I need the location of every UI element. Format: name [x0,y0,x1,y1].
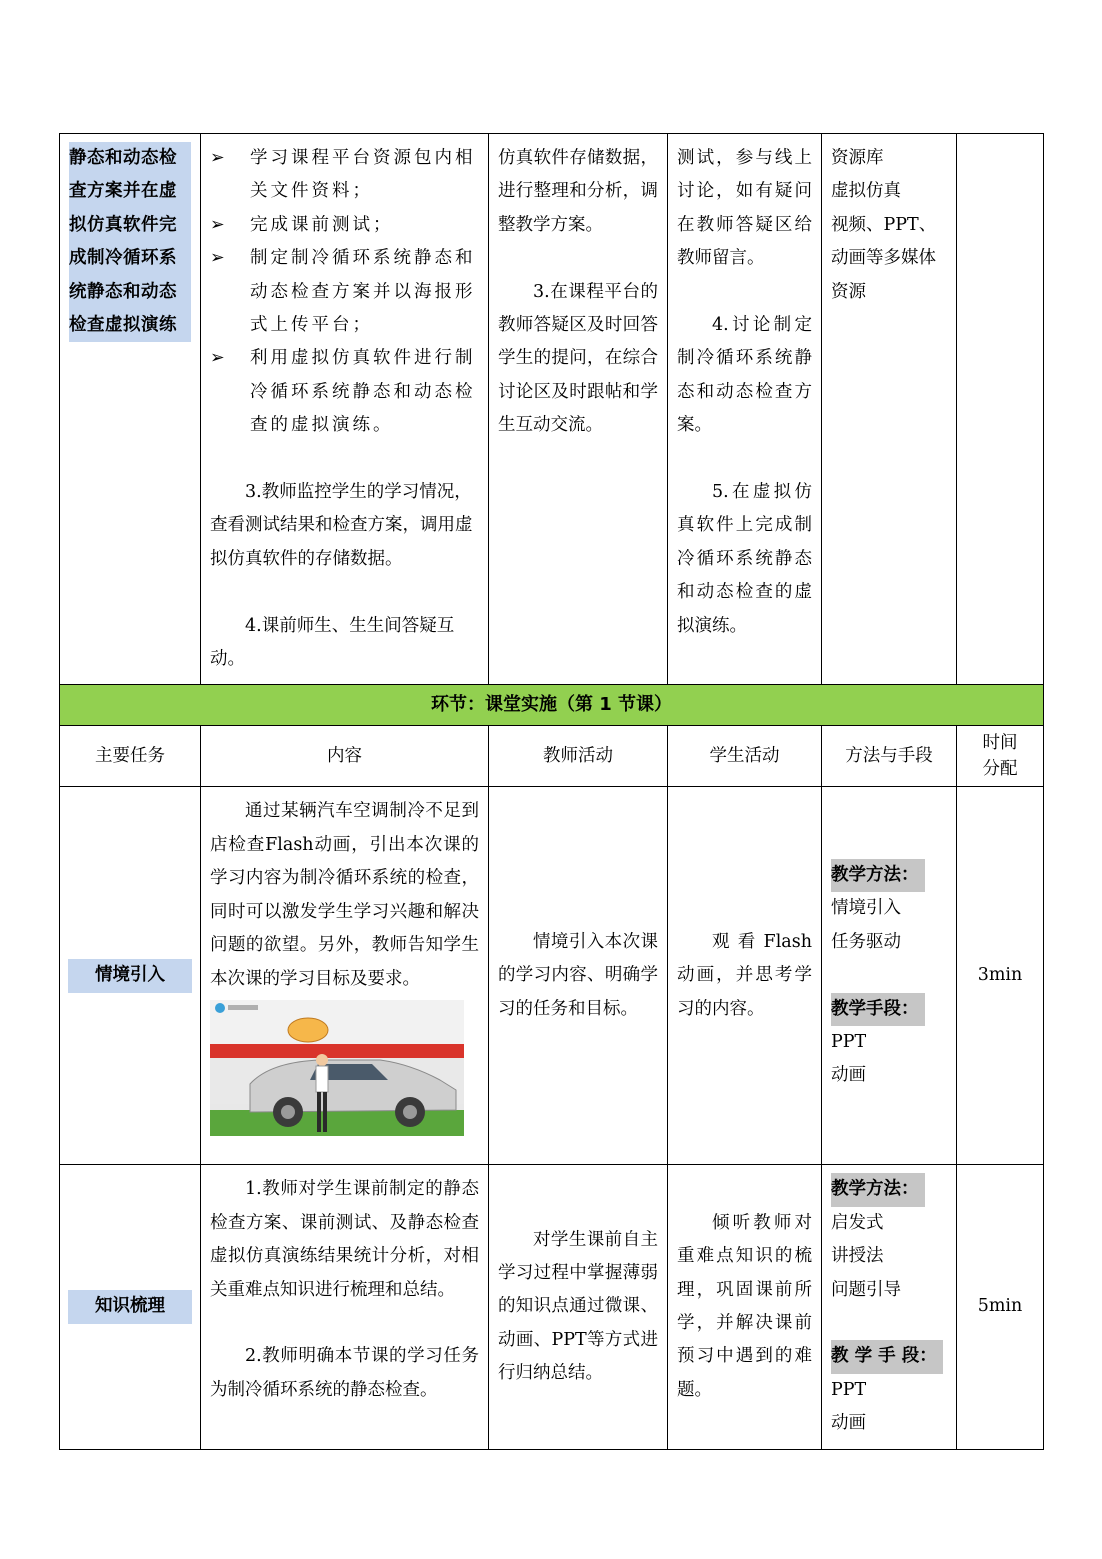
header-content: 内容 [201,726,489,787]
table-row [60,1165,1044,1449]
student-paragraph: 观看Flash动画，并思考学习的内容。 [677,931,812,1019]
method-item: 启发式 [831,1212,884,1233]
spacer [210,443,479,476]
header-task: 主要任务 [60,726,201,787]
header-time: 时间分配 [957,726,1044,787]
teacher-paragraph: 仿真软件存储数据，进行整理和分析，调整教学方案。 [498,148,658,235]
teacher-paragraph: 3.在课程平台的教师答疑区及时回答学生的提问，在综合讨论区及时跟帖和学生互动交流。 [498,281,658,436]
list-item: ➢ 完成课前测试； [210,209,479,242]
spacer [677,443,812,476]
method-item: 讲授法 [831,1246,884,1267]
section-row [60,685,1044,726]
means-item: 动画 [831,1065,866,1086]
arrow-bullet-icon: ➢ [210,148,225,168]
header-row [60,726,1044,787]
teacher-cell [489,787,668,1165]
teaching-method-label: 教学方法： [831,1173,925,1206]
method-item: 资源库 [831,148,884,168]
content-cell [201,787,489,1165]
student-paragraph: 5.在虚拟仿真软件上完成制冷循环系统静态和动态检查的虚拟演练。 [677,482,812,636]
method-cell [822,134,957,685]
spacer [831,959,947,992]
content-paragraph: 1.教师对学生课前制定的静态检查方案、课前测试、及静态检查虚拟仿真演练结果统计分析，对相关重难点知识进行梳理和总结。 [210,1179,479,1300]
teacher-cell [489,1165,668,1449]
task-label: 静态和动态检查方案并在虚拟仿真软件完成制冷循环系统静态和动态检查虚拟演练 [69,142,191,342]
student-cell [668,134,822,685]
spacer [498,242,658,275]
teacher-paragraph: 情境引入本次课的学习内容、明确学习的任务和目标。 [498,931,658,1019]
car-service-illustration [210,1000,464,1136]
student-paragraph: 倾听教师对重难点知识的梳理，巩固课前所学，并解决课前预习中遇到的难题。 [677,1212,812,1400]
content-paragraph: 3.教师监控学生的学习情况，查看测试结果和检查方案，调用虚拟仿真软件的存储数据。 [210,482,473,569]
method-item: 任务驱动 [831,931,901,952]
list-item: ➢ 制定制冷循环系统静态和动态检查方案并以海报形式上传平台； [210,242,479,342]
teaching-means-label: 教 学 手 段： [831,1340,943,1373]
content-bullet-list [210,142,479,443]
table-row [60,787,1044,1165]
method-cell [822,787,957,1165]
header-method: 方法与手段 [822,726,957,787]
content-paragraph: 2.教师明确本节课的学习任务为制冷循环系统的静态检查。 [210,1346,479,1400]
time-cell: 5min [957,1165,1044,1449]
content-cell [201,134,489,685]
student-cell [668,787,822,1165]
spacer [831,1307,947,1340]
spacer [677,276,812,309]
task-cell [60,1165,201,1449]
spacer [210,576,479,609]
method-item: 虚拟仿真 [831,181,901,202]
flash-animation-image [210,1000,464,1136]
means-item: PPT [831,1379,867,1400]
arrow-bullet-icon: ➢ [210,348,225,369]
student-paragraph: 测试，参与线上讨论，如有疑问在教师答疑区给教师留言。 [677,148,812,269]
task-label: 知识梳理 [68,1290,192,1323]
content-paragraph: 4.课前师生、生生间答疑互动。 [210,615,455,670]
teacher-paragraph: 对学生课前自主学习过程中掌握薄弱的知识点通过微课、动画、PPT等方式进行归纳总结。 [498,1229,658,1384]
time-cell: 3min [957,787,1044,1165]
list-item: ➢ 利用虚拟仿真软件进行制冷循环系统静态和动态检查的虚拟演练。 [210,342,479,442]
time-cell [957,134,1044,685]
arrow-bullet-icon: ➢ [210,248,225,269]
lesson-plan-table [59,133,1044,1450]
list-item: ➢ 学习课程平台资源包内相关文件资料； [210,142,479,209]
teaching-method-label: 教学方法： [831,859,925,892]
method-item: 视频、PPT、动画等多媒体资源 [831,214,937,302]
means-item: 动画 [831,1413,866,1434]
task-cell [60,134,201,685]
task-cell [60,787,201,1165]
method-item: 问题引导 [831,1279,901,1300]
content-paragraph: 通过某辆汽车空调制冷不足到店检查Flash动画，引出本次课的学习内容为制冷循环系统的检查，同时可以激发学生学习兴趣和解决问题的欲望。另外，教师告知学生本次课的学习目标及要求。 [210,801,479,989]
means-item: PPT [831,1032,867,1053]
arrow-bullet-icon: ➢ [210,214,225,235]
method-cell [822,1165,957,1449]
spacer [210,1307,479,1340]
teaching-means-label: 教学手段： [831,993,925,1026]
task-label: 情境引入 [68,959,192,992]
method-item: 情境引入 [831,898,901,919]
student-paragraph: 4.讨论制定制冷循环系统静态和动态检查方案。 [677,315,812,436]
student-cell [668,1165,822,1449]
teacher-cell [489,134,668,685]
header-teacher: 教师活动 [489,726,668,787]
section-title: 环节：课堂实施（第 1 节课） [60,685,1044,726]
content-cell [201,1165,489,1449]
header-student: 学生活动 [668,726,822,787]
table-row [60,134,1044,685]
